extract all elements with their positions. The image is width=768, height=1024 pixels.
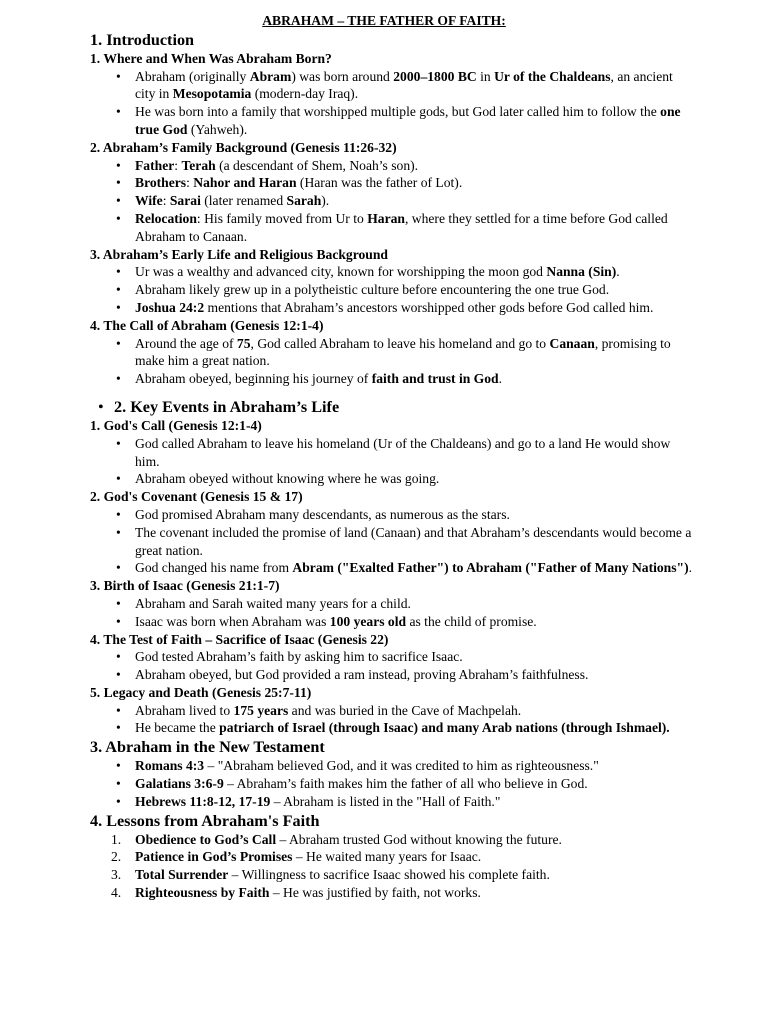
text-run: ). bbox=[321, 193, 330, 209]
list-number: 1. bbox=[111, 831, 122, 847]
text-run: (later renamed bbox=[200, 193, 287, 209]
bold-text: Haran bbox=[367, 210, 405, 226]
bold-text: Nanna (Sin) bbox=[546, 264, 617, 280]
section-heading-introduction: 1. Introduction bbox=[90, 30, 195, 49]
bold-text: Canaan bbox=[549, 335, 595, 351]
bold-text: Ur of the Chaldeans bbox=[494, 68, 611, 84]
text-run: in bbox=[476, 68, 495, 84]
text-run: , where they settled for a time before God called Abraham to Canaan. bbox=[135, 210, 668, 244]
list-item bbox=[90, 210, 695, 246]
text-run: God changed his name from bbox=[135, 560, 293, 576]
bold-text: 75 bbox=[236, 335, 251, 351]
text-run: – Willingness to sacrifice Isaac showed his complete faith. bbox=[228, 867, 550, 883]
text-run: Abraham obeyed, beginning his journey of bbox=[135, 371, 372, 387]
subsection-heading: 3. Birth of Isaac (Genesis 21:1-7) bbox=[90, 578, 280, 594]
section-heading-lessons: 4. Lessons from Abraham's Faith bbox=[90, 811, 320, 830]
bold-text: Galatians 3:6-9 bbox=[135, 776, 224, 792]
text-run: . bbox=[498, 371, 503, 387]
text-run: mentions that Abraham’s ancestors worshipped other gods before God called him. bbox=[204, 299, 654, 315]
bullet-list bbox=[90, 68, 768, 139]
bold-text: Joshua 24:2 bbox=[135, 299, 205, 315]
text-run: , promising to make him a great nation. bbox=[135, 335, 671, 369]
text-run: – Abraham is listed in the "Hall of Faith." bbox=[270, 793, 501, 809]
list-item bbox=[90, 559, 695, 577]
bold-text: Total Surrender bbox=[135, 867, 229, 883]
text-run: – "Abraham believed God, and it was credited to him as righteousness." bbox=[204, 758, 599, 774]
list-item bbox=[90, 793, 695, 811]
list-number: 2. bbox=[111, 849, 122, 865]
list-item bbox=[90, 866, 695, 884]
text-run: God tested Abraham’s faith by asking him to sacrifice Isaac. bbox=[135, 649, 463, 665]
text-run: He became the bbox=[135, 720, 220, 736]
text-run: Abraham obeyed, but God provided a ram instead, proving Abraham’s faithfulness. bbox=[135, 667, 589, 683]
bullet-list bbox=[90, 506, 768, 577]
text-run: (modern-day Iraq). bbox=[251, 86, 359, 102]
bold-text: Righteousness by Faith bbox=[135, 885, 270, 901]
text-run: Abraham likely grew up in a polytheistic culture before encountering the one true God. bbox=[135, 282, 610, 298]
subsection-heading: 1. God's Call (Genesis 12:1-4) bbox=[90, 417, 262, 433]
bold-text: Mesopotamia bbox=[172, 86, 252, 102]
list-item bbox=[90, 470, 695, 488]
subsection-heading: 4. The Test of Faith – Sacrifice of Isaac (Genesis 22) bbox=[90, 631, 389, 647]
bold-text: Terah bbox=[181, 157, 216, 173]
list-item bbox=[90, 335, 695, 371]
text-run: Ur was a wealthy and advanced city, known for worshipping the moon god bbox=[135, 264, 547, 280]
list-item bbox=[90, 848, 695, 866]
bold-text: one true God bbox=[135, 104, 681, 137]
bullet-list bbox=[90, 648, 768, 684]
list-item bbox=[90, 192, 695, 210]
list-item bbox=[90, 775, 695, 793]
text-run: Abraham obeyed without knowing where he was going. bbox=[135, 471, 440, 487]
list-item bbox=[90, 666, 695, 684]
bold-text: faith and trust in God bbox=[371, 371, 499, 387]
bold-text: Relocation bbox=[135, 210, 197, 226]
introduction-body bbox=[90, 50, 768, 388]
text-run: , God called Abraham to leave his homeland and go to bbox=[250, 335, 550, 351]
text-run: (Haran was the father of Lot). bbox=[296, 175, 463, 191]
bullet-list bbox=[90, 157, 768, 246]
bold-text: Abram bbox=[249, 68, 292, 84]
bold-text: Sarai bbox=[169, 193, 201, 209]
list-item bbox=[90, 719, 695, 737]
text-run: Around the age of bbox=[135, 335, 237, 351]
bullet-list bbox=[90, 335, 768, 388]
bold-text: Obedience to God’s Call bbox=[135, 831, 277, 847]
bold-text: Brothers bbox=[135, 175, 187, 191]
text-run: God called Abraham to leave his homeland (Ur of the Chaldeans) and go to a land He would show him. bbox=[135, 435, 671, 469]
text-run: (a descendant of Shem, Noah’s son). bbox=[215, 157, 419, 173]
subsection-heading: 5. Legacy and Death (Genesis 25:7-11) bbox=[90, 684, 312, 700]
text-run: Abraham and Sarah waited many years for a child. bbox=[135, 595, 411, 611]
text-run: God promised Abraham many descendants, as numerous as the stars. bbox=[135, 506, 510, 522]
text-run: Abraham lived to bbox=[135, 702, 234, 718]
text-run: – He was justified by faith, not works. bbox=[269, 885, 481, 901]
lessons-list bbox=[90, 831, 768, 902]
bold-text: Hebrews 11:8-12, 17-19 bbox=[135, 793, 271, 809]
bullet-list bbox=[90, 263, 768, 316]
bullet-list bbox=[90, 702, 768, 738]
list-item bbox=[90, 884, 695, 902]
list-item bbox=[90, 435, 695, 471]
section-heading-new-testament: 3. Abraham in the New Testament bbox=[90, 738, 325, 757]
list-item bbox=[90, 299, 695, 317]
bold-text: 175 years bbox=[233, 702, 289, 718]
list-item bbox=[90, 263, 695, 281]
list-item bbox=[90, 831, 695, 849]
text-run: – Abraham trusted God without knowing the future. bbox=[276, 831, 562, 847]
bold-text: Patience in God’s Promises bbox=[135, 849, 293, 865]
list-item bbox=[90, 281, 695, 299]
text-run: Isaac was born when Abraham was bbox=[135, 613, 330, 629]
text-run: : His family moved from Ur to bbox=[196, 210, 368, 226]
bold-text: Father bbox=[135, 157, 175, 173]
text-run: : bbox=[162, 193, 170, 209]
text-run: (Yahweh). bbox=[187, 121, 248, 137]
text-run: as the child of promise. bbox=[406, 613, 537, 629]
bold-text: Wife bbox=[135, 193, 163, 209]
bold-text: Nahor and Haran bbox=[193, 175, 297, 191]
text-run: . bbox=[688, 560, 692, 576]
bold-text: Romans 4:3 bbox=[135, 758, 205, 774]
text-run: The covenant included the promise of land (Canaan) and that Abraham’s descendants would become a great nation. bbox=[135, 524, 692, 558]
text-run: – He waited many years for Isaac. bbox=[292, 849, 482, 865]
list-number: 4. bbox=[111, 885, 122, 901]
list-item bbox=[90, 370, 695, 388]
list-item bbox=[90, 524, 695, 560]
subsection-heading: 2. Abraham’s Family Background (Genesis 11:26-32) bbox=[90, 139, 397, 155]
bold-text: 2000–1800 BC bbox=[393, 68, 477, 84]
list-item bbox=[90, 595, 695, 613]
list-item bbox=[90, 174, 695, 192]
text-run: Abraham (originally bbox=[135, 68, 250, 84]
subsection-heading: 1. Where and When Was Abraham Born? bbox=[90, 50, 332, 66]
document-title: ABRAHAM – THE FATHER OF FAITH: bbox=[262, 13, 506, 28]
text-run: He was born into a family that worshipped multiple gods, but God later called him to follow the bbox=[135, 104, 661, 120]
text-run: : bbox=[174, 157, 182, 173]
text-run: ) was born around bbox=[291, 68, 394, 84]
bullet-list bbox=[90, 435, 768, 488]
list-item bbox=[90, 648, 695, 666]
list-item bbox=[90, 613, 695, 631]
list-item bbox=[90, 506, 695, 524]
list-number: 3. bbox=[111, 867, 122, 883]
text-run: : bbox=[186, 175, 194, 191]
list-item bbox=[90, 757, 695, 775]
subsection-heading: 3. Abraham’s Early Life and Religious Background bbox=[90, 246, 388, 262]
bold-text: Abram ("Exalted Father") to Abraham ("Father of Many Nations") bbox=[292, 560, 689, 576]
bullet-list bbox=[90, 595, 768, 631]
list-item bbox=[90, 702, 695, 720]
list-item bbox=[90, 157, 695, 175]
bold-text: patriarch of Israel (through Isaac) and many Arab nations (through Ishmael). bbox=[219, 720, 670, 736]
section-heading-key-events: • 2. Key Events in Abraham’s Life bbox=[90, 398, 768, 417]
key-events-body bbox=[90, 417, 768, 737]
text-run: – Abraham’s faith makes him the father of all who believe in God. bbox=[223, 776, 588, 792]
subsection-heading: 2. God's Covenant (Genesis 15 & 17) bbox=[90, 489, 303, 505]
subsection-heading: 4. The Call of Abraham (Genesis 12:1-4) bbox=[90, 317, 324, 333]
bold-text: Sarah bbox=[286, 193, 322, 209]
list-item bbox=[90, 68, 695, 104]
text-run: , an ancient city in bbox=[135, 68, 673, 102]
text-run: . bbox=[616, 264, 620, 280]
bold-text: 100 years old bbox=[329, 613, 407, 629]
text-run: and was buried in the Cave of Machpelah. bbox=[288, 702, 522, 718]
list-item bbox=[90, 103, 695, 139]
new-testament-list bbox=[90, 757, 768, 810]
